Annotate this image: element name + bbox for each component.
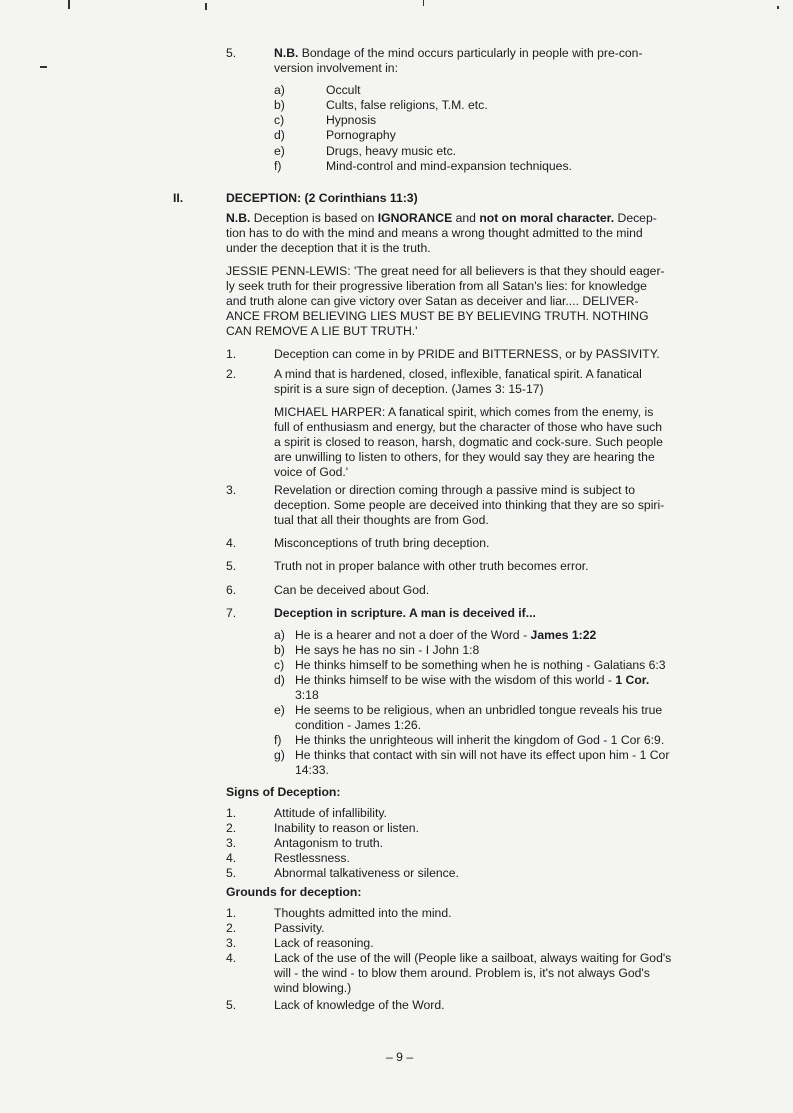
- list-letter: f): [274, 159, 282, 173]
- page-number: – 9 –: [386, 1050, 414, 1064]
- point-text: Can be deceived about God.: [274, 583, 430, 597]
- nb-text: and: [452, 211, 480, 225]
- scripture-line: He thinks himself to be something when he is nothing - Galatians 6:3: [295, 658, 666, 672]
- list-letter: b): [274, 643, 285, 657]
- sign-number: 5.: [226, 866, 237, 880]
- point-text: deception. Some people are deceived into thinking that they are so spiri-: [274, 498, 665, 512]
- point-text: A mind that is hardened, closed, inflexible, fanatical spirit. A fanatical: [274, 367, 642, 381]
- list-letter: b): [274, 98, 285, 112]
- quote-line: voice of God.': [274, 465, 349, 479]
- quote-line: and truth alone can give victory over Satan as deceiver and liar.... DELIVER-: [226, 294, 639, 308]
- sign-number: 1.: [226, 806, 237, 820]
- ground-text: Lack of knowledge of the Word.: [274, 998, 445, 1012]
- list-letter: g): [274, 748, 285, 762]
- item-number: 5.: [226, 46, 237, 60]
- list-letter: d): [274, 673, 285, 687]
- ground-text: Passivity.: [274, 921, 325, 935]
- scripture-line: He thinks himself to be wise with the wisdom of this world -: [295, 673, 616, 687]
- ground-number: 5.: [226, 998, 237, 1012]
- scan-speck: [205, 3, 207, 10]
- scripture-line: 14:33.: [295, 763, 329, 777]
- nb-text: Deception is based on: [250, 211, 378, 225]
- quote-line: ANCE FROM BELIEVING LIES MUST BE BY BELIEVING TRUTH. NOTHING: [226, 309, 649, 323]
- list-item: Pornography: [326, 128, 396, 142]
- nb-emphasis: not on moral character.: [479, 211, 615, 225]
- point-number: 3.: [226, 483, 237, 497]
- sign-number: 3.: [226, 836, 237, 850]
- scripture-reference: James 1:22: [530, 628, 597, 642]
- sign-text: Abnormal talkativeness or silence.: [274, 866, 459, 880]
- quote-line: are unwilling to listen to others, for they would say they are hearing the: [274, 450, 655, 464]
- nb-paragraph-line-3: under the deception that it is the truth.: [226, 241, 431, 255]
- scripture-line: He seems to be religious, when an unbridled tongue reveals his true: [295, 703, 663, 717]
- ground-number: 4.: [226, 951, 237, 965]
- quote-line: MICHAEL HARPER: A fanatical spirit, which comes from the enemy, is: [274, 405, 654, 419]
- list-letter: e): [274, 703, 285, 717]
- quote-line: a spirit is closed to reason, harsh, dogmatic and cock-sure. Such people: [274, 435, 663, 449]
- section-heading: DECEPTION: (2 Corinthians 11:3): [226, 191, 418, 205]
- point-text: tual that all their thoughts are from God.: [274, 513, 489, 527]
- sign-text: Antagonism to truth.: [274, 836, 384, 850]
- scripture-line: 3:18: [295, 688, 319, 702]
- list-letter: f): [274, 733, 282, 747]
- list-item: Drugs, heavy music etc.: [326, 144, 457, 158]
- list-letter: c): [274, 113, 285, 127]
- point-number: 7.: [226, 606, 237, 620]
- quote-line: JESSIE PENN-LEWIS: 'The great need for all believers is that they should eager-: [226, 264, 665, 278]
- scan-speck: [423, 0, 424, 6]
- scan-speck: [68, 0, 70, 9]
- point-number: 4.: [226, 536, 237, 550]
- list-item: Cults, false religions, T.M. etc.: [326, 98, 488, 112]
- point-number: 2.: [226, 367, 237, 381]
- scripture-text: [295, 628, 746, 643]
- list-letter: c): [274, 658, 285, 672]
- scripture-line: He thinks that contact with sin will not have its effect upon him - 1 Cor: [295, 748, 670, 762]
- list-letter: e): [274, 144, 285, 158]
- grounds-heading: Grounds for deception:: [226, 885, 362, 899]
- scan-speck: [40, 66, 47, 68]
- scripture-line: He says he has no sin - I John 1:8: [295, 643, 480, 657]
- scripture-line: condition - James 1:26.: [295, 718, 422, 732]
- sign-text: Inability to reason or listen.: [274, 821, 419, 835]
- point-number: 5.: [226, 559, 237, 573]
- section-numeral: II.: [173, 191, 184, 205]
- sign-text: Restlessness.: [274, 851, 350, 865]
- ground-number: 2.: [226, 921, 237, 935]
- ground-number: 3.: [226, 936, 237, 950]
- scan-speck: [777, 6, 779, 9]
- list-item: Occult: [326, 83, 361, 97]
- scripture-line: He is a hearer and not a doer of the Word -: [295, 628, 531, 642]
- signs-heading: Signs of Deception:: [226, 785, 341, 799]
- item-5-line-2: version involvement in:: [274, 61, 398, 75]
- scripture-reference: 1 Cor.: [615, 673, 650, 687]
- ground-text: will - the wind - to blow them around. Problem is, it's not always God's: [274, 966, 650, 980]
- quote-line: ly seek truth for their progressive liberation from all Satan's lies: for knowledge: [226, 279, 647, 293]
- list-letter: a): [274, 628, 285, 642]
- quote-line: CAN REMOVE A LIE BUT TRUTH.': [226, 324, 418, 338]
- sign-text: Attitude of infallibility.: [274, 806, 387, 820]
- point-text: spirit is a sure sign of deception. (James 3: 15-17): [274, 382, 544, 396]
- point-number: 1.: [226, 347, 237, 361]
- nb-paragraph-line-2: tion has to do with the mind and means a wrong thought admitted to the mind: [226, 226, 643, 240]
- ground-text: Thoughts admitted into the mind.: [274, 906, 452, 920]
- list-letter: a): [274, 83, 285, 97]
- point-text: Truth not in proper balance with other truth becomes error.: [274, 559, 589, 573]
- item-5-text: [274, 46, 744, 61]
- sign-number: 4.: [226, 851, 237, 865]
- list-item: Mind-control and mind-expansion techniques.: [326, 159, 572, 173]
- nb-emphasis: IGNORANCE: [377, 211, 453, 225]
- ground-text: Lack of reasoning.: [274, 936, 374, 950]
- ground-text: wind blowing.): [274, 981, 352, 995]
- nb-paragraph-line-1: [226, 211, 743, 226]
- point-number: 6.: [226, 583, 237, 597]
- ground-text: Lack of the use of the will (People like a sailboat, always waiting for God's: [274, 951, 672, 965]
- point-text: Deception can come in by PRIDE and BITTERNESS, or by PASSIVITY.: [274, 347, 660, 361]
- quote-line: full of enthusiasm and energy, but the character of those who have such: [274, 420, 662, 434]
- ground-number: 1.: [226, 906, 237, 920]
- item-5-line-1: Bondage of the mind occurs particularly in people with pre-con-: [301, 46, 643, 60]
- point-text: Misconceptions of truth bring deception.: [274, 536, 490, 550]
- list-item: Hypnosis: [326, 113, 377, 127]
- point-text: Revelation or direction coming through a passive mind is subject to: [274, 483, 636, 497]
- list-letter: d): [274, 128, 285, 142]
- scripture-text: [295, 673, 746, 688]
- scripture-line: He thinks the unrighteous will inherit the kingdom of God - 1 Cor 6:9.: [295, 733, 665, 747]
- sign-number: 2.: [226, 821, 237, 835]
- point-text: Deception in scripture. A man is deceived if...: [274, 606, 536, 620]
- nb-label: N.B.: [226, 211, 251, 225]
- nb-text: Decep-: [614, 211, 657, 225]
- nb-label: N.B.: [274, 46, 299, 60]
